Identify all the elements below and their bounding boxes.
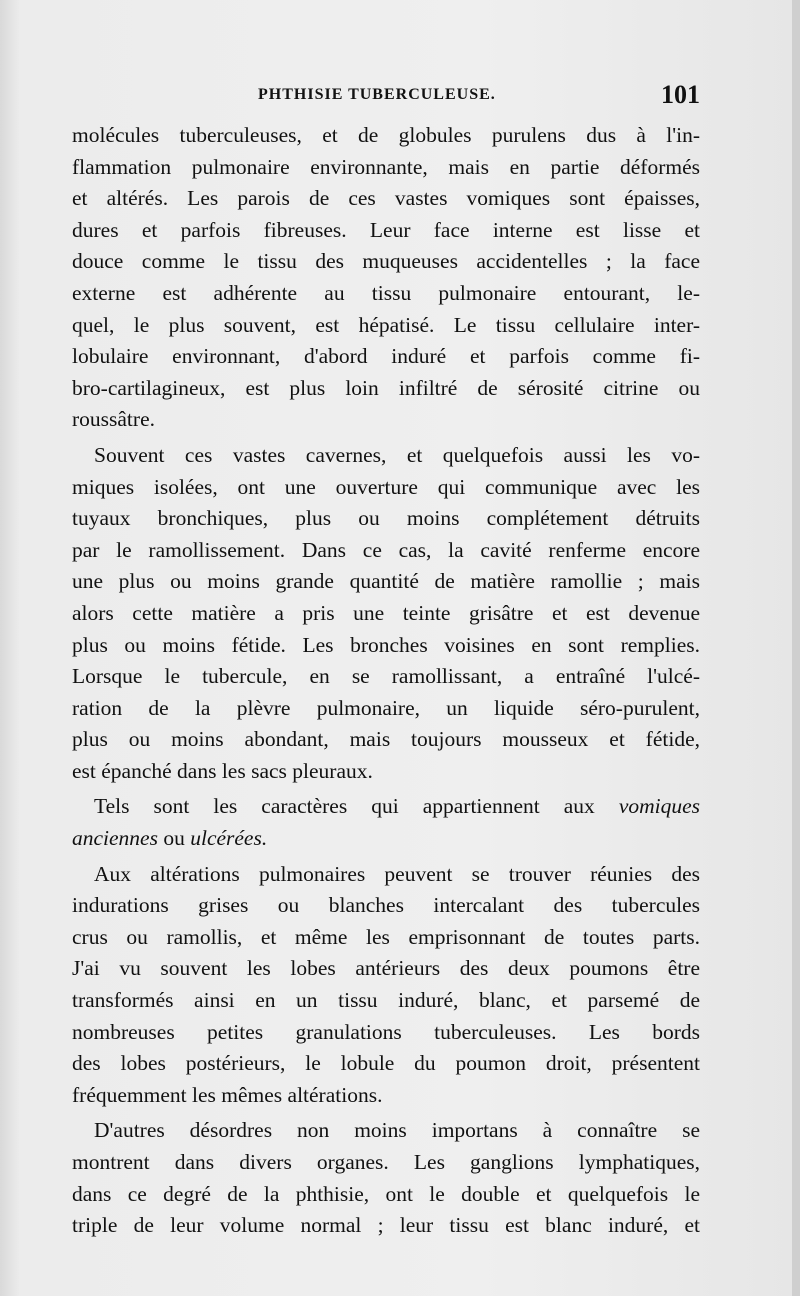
- paragraph: [72, 859, 700, 1112]
- text-line: des lobes postérieurs, le lobule du poumon droit, présentent: [72, 1051, 700, 1076]
- text-line: indurations grises ou blanches intercalant des tubercules: [72, 893, 700, 918]
- italic-term: ulcérées.: [190, 826, 268, 851]
- text-line: Souvent ces vastes cavernes, et quelquefois aussi les vo-: [94, 442, 700, 467]
- text-line: montrent dans divers organes. Les ganglions lymphatiques,: [72, 1150, 700, 1174]
- paragraph: [72, 120, 700, 436]
- text-line: dures et parfois fibreuses. Leur face interne est lisse et: [72, 217, 700, 242]
- text-line: D'autres désordres non moins importans à connaître se: [94, 1118, 700, 1143]
- text-run: Tels sont les caractères qui appartiennent aux: [94, 794, 595, 819]
- text-line: J'ai vu souvent les lobes antérieurs des deux poumons être: [72, 956, 700, 981]
- body-text: [72, 120, 700, 1242]
- text-line: crus ou ramollis, et même les emprisonnant de toutes parts.: [72, 924, 700, 949]
- page-header: [72, 80, 700, 112]
- text-line: lobulaire environnant, d'abord induré et parfois comme fi-: [72, 344, 700, 369]
- text-line: externe est adhérente au tissu pulmonaire entourant, le-: [72, 280, 700, 305]
- text-line: plus ou moins fétide. Les bronches voisines en sont remplies.: [72, 632, 700, 657]
- text-line: fréquemment les mêmes altérations.: [72, 1082, 383, 1107]
- paragraph: [72, 791, 700, 854]
- text-line: [72, 791, 700, 823]
- text-line: ration de la plèvre pulmonaire, un liquide séro-purulent,: [72, 695, 700, 720]
- text-line: miques isolées, ont une ouverture qui communique avec les: [72, 474, 700, 499]
- page-edge: [792, 0, 800, 1296]
- text-line: et altérés. Les parois de ces vastes vomiques sont épaisses,: [72, 186, 700, 211]
- paragraph: [72, 440, 700, 788]
- text-line: alors cette matière a pris une teinte grisâtre et est devenue: [72, 600, 700, 625]
- text-line: roussâtre.: [72, 407, 155, 432]
- text-line: Aux altérations pulmonaires peuvent se trouver réunies des: [94, 861, 700, 886]
- page-number: 101: [661, 80, 700, 109]
- text-line: par le ramollissement. Dans ce cas, la cavité renferme encore: [72, 537, 700, 562]
- text-run: ou: [163, 826, 185, 851]
- text-line: transformés ainsi en un tissu induré, blanc, et parsemé de: [72, 988, 700, 1013]
- text-line: molécules tuberculeuses, et de globules purulens dus à l'in-: [72, 123, 700, 147]
- running-title: PHTHISIE TUBERCULEUSE.: [258, 86, 496, 103]
- text-line: quel, le plus souvent, est hépatisé. Le tissu cellulaire inter-: [72, 312, 700, 337]
- italic-term: anciennes: [72, 826, 158, 851]
- paragraph: [72, 1115, 700, 1241]
- text-line: nombreuses petites granulations tuberculeuses. Les bords: [72, 1019, 700, 1044]
- text-line: dans ce degré de la phthisie, ont le double et quelquefois le: [72, 1181, 700, 1206]
- text-line: est épanché dans les sacs pleuraux.: [72, 758, 373, 783]
- text-line: bro-cartilagineux, est plus loin infiltré de sérosité citrine ou: [72, 375, 700, 400]
- text-line: Lorsque le tubercule, en se ramollissant, a entraîné l'ulcé-: [72, 664, 700, 689]
- text-line: triple de leur volume normal ; leur tissu est blanc induré, et: [72, 1213, 700, 1238]
- text-line: plus ou moins abondant, mais toujours mousseux et fétide,: [72, 727, 700, 752]
- text-line: [72, 823, 700, 855]
- text-line: douce comme le tissu des muqueuses accidentelles ; la face: [72, 249, 700, 274]
- text-line: une plus ou moins grande quantité de matière ramollie ; mais: [72, 569, 700, 594]
- text-line: flammation pulmonaire environnante, mais en partie déformés: [72, 154, 700, 179]
- italic-term: vomiques: [618, 794, 701, 819]
- text-line: tuyaux bronchiques, plus ou moins complétement détruits: [72, 506, 700, 531]
